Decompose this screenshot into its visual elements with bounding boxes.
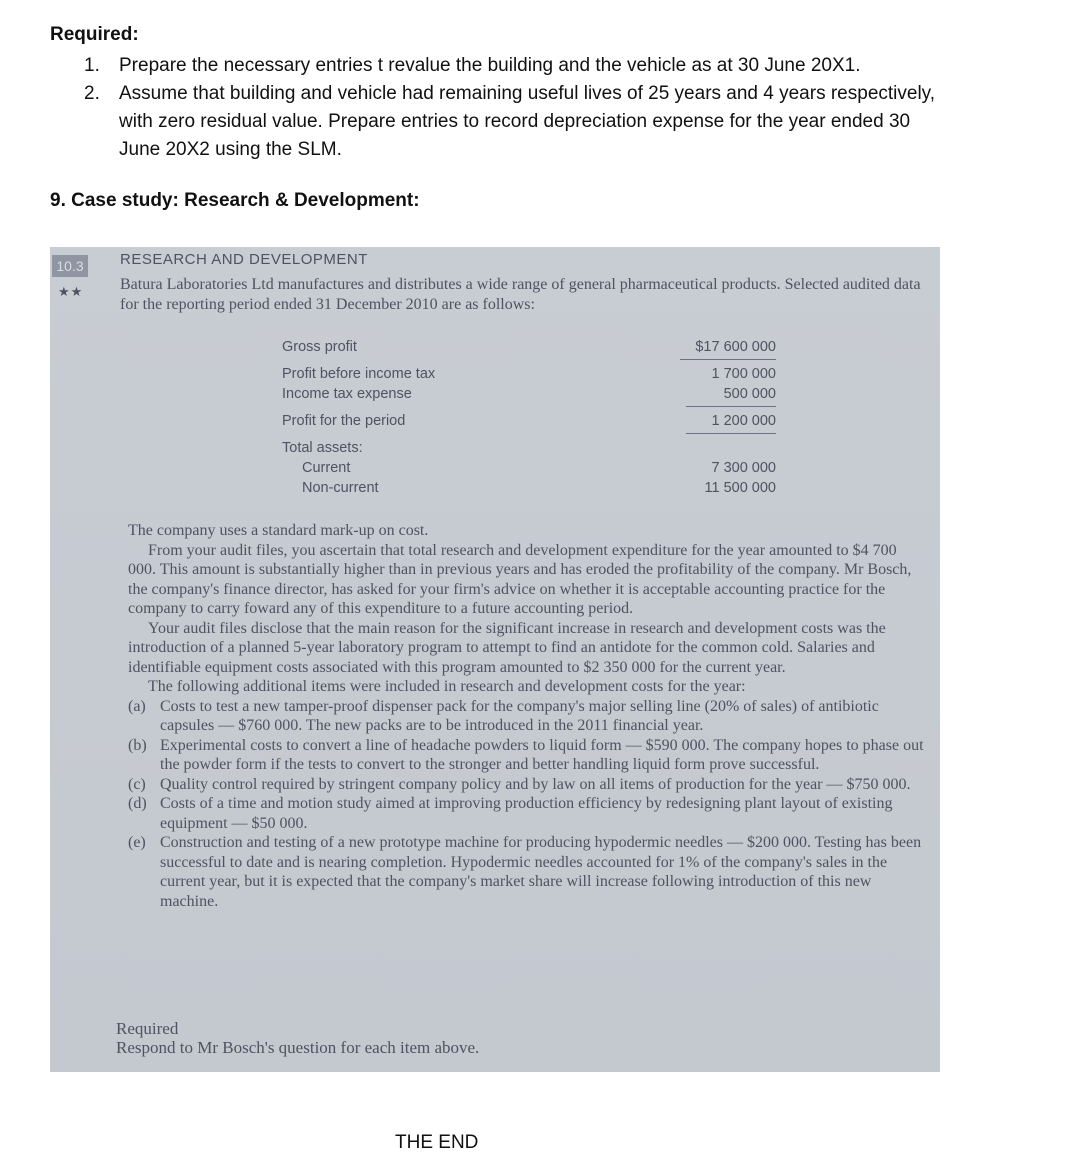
list-item: (e) Construction and testing of a new prototype machine for producing hypodermic needles — $200 000. Testing has been successful to date and is nearing completion. Hypodermic needles accounted for 1% of the company's sales in the current year, but it is expected that the company's market share will increase following introduction of this new machine. bbox=[128, 834, 922, 910]
paragraph: The company uses a standard mark-up on cost. bbox=[128, 522, 429, 539]
end-marker: THE END bbox=[395, 1132, 479, 1153]
list-item: (d) Costs of a time and motion study aimed at improving production efficiency by redesigning plant layout of existing equipment — $50 000. bbox=[128, 795, 893, 832]
difficulty-stars-icon: ★★ bbox=[58, 284, 84, 299]
case-required bbox=[116, 1019, 479, 1057]
list-item: (a) Costs to test a new tamper-proof dispenser pack for the company's major selling line (20% of sales) of antibiotic capsules — $760 000. The new packs are to be introduced in the 2011 financial year. bbox=[128, 697, 879, 734]
required-item: 1. Prepare the necessary entries t revalue the building and the vehicle as at 30 June 20X1. bbox=[84, 55, 861, 76]
rd-items-list bbox=[128, 697, 928, 912]
list-item: (b) Experimental costs to convert a line of headache powders to liquid form — $590 000. The company hopes to phase out the powder form if the tests to convert to the stronger and better handling liquid form prove successful. bbox=[128, 736, 924, 773]
divider bbox=[686, 433, 776, 434]
case-title: RESEARCH AND DEVELOPMENT bbox=[120, 251, 368, 268]
case-body bbox=[128, 521, 928, 911]
textbook-photo: 10.3 ★★ RESEARCH AND DEVELOPMENT Batura Laboratories Ltd manufactures and distributes a wide range of general pharmaceutical products. Selected audited data for the reporting period ended 31 December 2010 are as follows: Gross profit $17 600 000 Profit before income tax 1 700 000 Income tax expense 500 000 Profit for the period 1 200 000 Total assets: Current 7 300 000 Non-current 11 500 000 The company uses a standard mark-up on cost. From your audit files, you ascertain that total research and development expenditure for the year amounted to $4 700 000. This amount is substantially higher than in previous years and has eroded the profitability of the company. Mr Bosch, the company's finance director, has asked for your firm's advice on whether it is acceptable accounting practice for the company to carry foward any of this expenditure to a future accounting period. Your audit files disclose that the main reason for the significant increase in research and development costs was the introduction of a planned 5-year laboratory program to attempt to find an antidote for the common cold. Salaries and identifiable equipment costs associated with this program amounted to $2 350 000 for the current year. The following additional items were included in research and development costs for the year: (a) Costs to test a new tamper-proof dispenser pack for the company's major selling line (20% of sales) of antibiotic capsules — $760 000. The new packs are to be introduced in the 2011 financial year. (b) Experimental costs to convert a line of headache powders to liquid form — $590 000. The company hopes to phase out the powder form if the tests to convert to the stronger and better handling liquid form prove successful. (c) Quality control required by stringent company policy and by law on all items of production for the year — $750 000. (d) Costs of a time and motion study aimed at improving production efficiency by redesigning plant layout of existing equipment — $50 000. (e) Construction and testing of a new prototype machine for producing hypodermic needles — $200 000. Testing has been successful to date and is nearing completion. Hypodermic needles accounted for 1% of the company's sales in the current year, but it is expected that the company's market share will increase following introduction of this new machine. Required Respond to Mr Bosch's question for each item above. bbox=[50, 247, 940, 1072]
case-required-heading: Required bbox=[116, 1019, 179, 1038]
case-study-heading: 9. Case study: Research & Development: bbox=[50, 190, 420, 211]
required-item: 2. Assume that building and vehicle had remaining useful lives of 25 years and 4 years respectively, with zero residual value. Prepare entries to record depreciation expense for the year ended 30 June 20X2 using the SLM. bbox=[84, 83, 936, 160]
case-intro: Batura Laboratories Ltd manufactures and distributes a wide range of general pharmaceutical products. Selected audited data for the reporting period ended 31 December 2010 are as follows: bbox=[120, 276, 921, 313]
paragraph: Your audit files disclose that the main reason for the significant increase in research and development costs was the introduction of a planned 5-year laboratory program to attempt to find an antidote for the common cold. Salaries and identifiable equipment costs associated with this program amounted to $2 350 000 for the current year. bbox=[128, 619, 886, 676]
paragraph: From your audit files, you ascertain that total research and development expenditure for the year amounted to $4 700 000. This amount is substantially higher than in previous years and has eroded the profitability of the company. Mr Bosch, the company's finance director, has asked for your firm's advice on whether it is acceptable accounting practice for the company to carry foward any of this expenditure to a future accounting period. bbox=[128, 541, 912, 617]
divider bbox=[686, 406, 776, 407]
divider bbox=[680, 359, 776, 360]
required-heading: Required: bbox=[50, 24, 139, 45]
case-required-text: Respond to Mr Bosch's question for each item above. bbox=[116, 1038, 480, 1057]
required-section bbox=[50, 22, 950, 164]
paragraph: The following additional items were included in research and development costs for the year: bbox=[148, 678, 746, 695]
required-list bbox=[50, 52, 950, 164]
list-item: (c) Quality control required by stringent company policy and by law on all items of production for the year — $750 000. bbox=[128, 775, 911, 793]
exercise-number-badge: 10.3 bbox=[52, 255, 88, 277]
